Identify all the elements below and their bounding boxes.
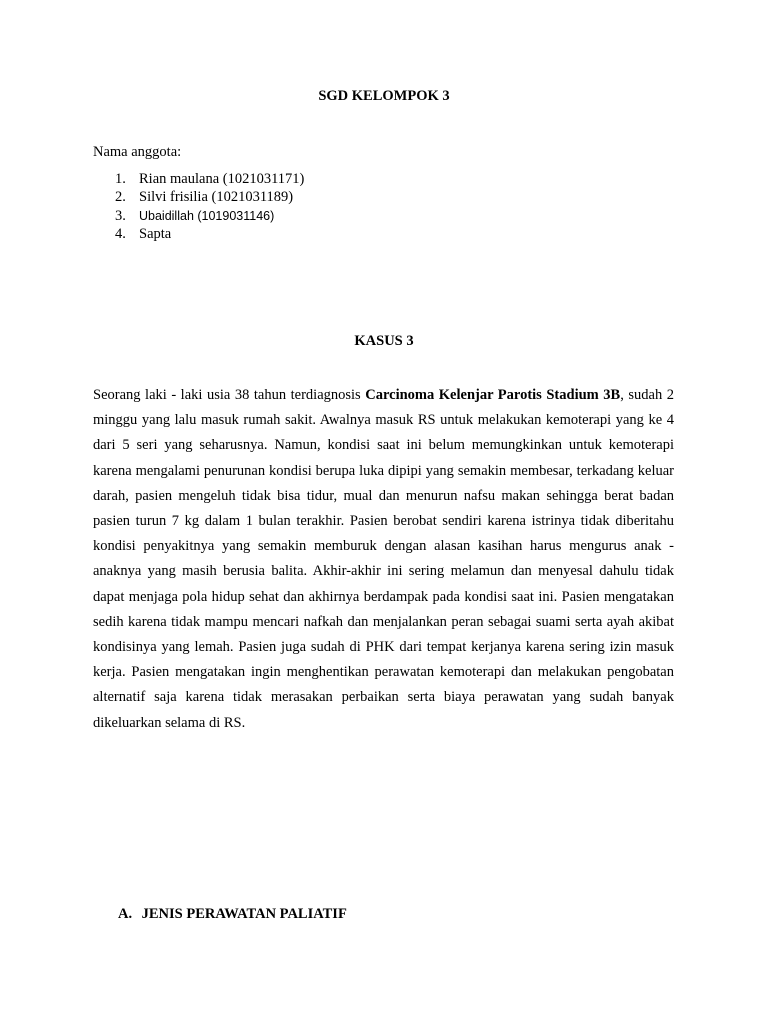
member-name: Sapta bbox=[139, 225, 172, 242]
list-item bbox=[93, 188, 304, 206]
section-title: JENIS PERAWATAN PALIATIF bbox=[141, 906, 347, 922]
list-number: 3. bbox=[115, 207, 126, 224]
case-paragraph bbox=[93, 383, 674, 736]
list-number: 2. bbox=[115, 189, 126, 206]
list-number: 4. bbox=[115, 225, 126, 242]
members-label: Nama anggota: bbox=[93, 144, 182, 160]
section-heading bbox=[118, 906, 347, 923]
list-item bbox=[93, 170, 304, 188]
member-name: Rian maulana (1021031171) bbox=[139, 171, 305, 187]
case-diagnosis: Carcinoma Kelenjar Parotis Stadium 3B bbox=[365, 387, 621, 403]
member-name: Ubaidillah (1019031146) bbox=[139, 208, 275, 223]
member-name: Silvi frisilia (1021031189) bbox=[139, 189, 294, 206]
document-title: SGD KELOMPOK 3 bbox=[318, 88, 450, 104]
list-item bbox=[93, 207, 304, 225]
case-intro: Seorang laki - laki usia 38 tahun terdiagnosis bbox=[93, 387, 366, 403]
case-body: , sudah 2 minggu yang lalu masuk rumah sakit. Awalnya masuk RS untuk melakukan kemoterapi yang ke 4 dari 5 seri yang seharusnya. Namun, kondisi saat ini belum memungkinkan untuk kemoterapi karena mengalami penurunan kondisi berupa luka dipipi yang semakin membesar, terkadang keluar darah, pasien mengeluh tidak bisa tidur, mual dan menurun nafsu makan sehingga berat badan pasien turun 7 kg dalam 1 bulan terakhir. Pasien berobat sendiri karena istrinya tidak diberitahu kondisi penyakitnya yang semakin memburuk dengan alasan kasihan harus mengurus anak - anaknya yang masih berusia balita. Akhir-akhir ini sering melamun dan menyesal dahulu tidak dapat menjaga pola hidup sehat dan akhirnya berdampak pada kondisi saat ini. Pasien mengatakan sedih karena tidak mampu mencari nafkah dan menjalankan peran sebagai suami serta ayah akibat kondisinya yang lemah. Pasien juga sudah di PHK dari tempat kerjanya karena sering izin masuk kerja. Pasien mengatakan ingin menghentikan perawatan kemoterapi dan melakukan pengobatan alternatif saja karena tidak merasakan perbaikan serta biaya perawatan yang sudah banyak dikeluarkan selama di RS. bbox=[93, 387, 674, 731]
list-item bbox=[93, 225, 304, 243]
case-title: KASUS 3 bbox=[354, 333, 414, 349]
section-letter: A. bbox=[118, 906, 133, 922]
list-number: 1. bbox=[115, 171, 126, 187]
members-list bbox=[93, 170, 304, 243]
